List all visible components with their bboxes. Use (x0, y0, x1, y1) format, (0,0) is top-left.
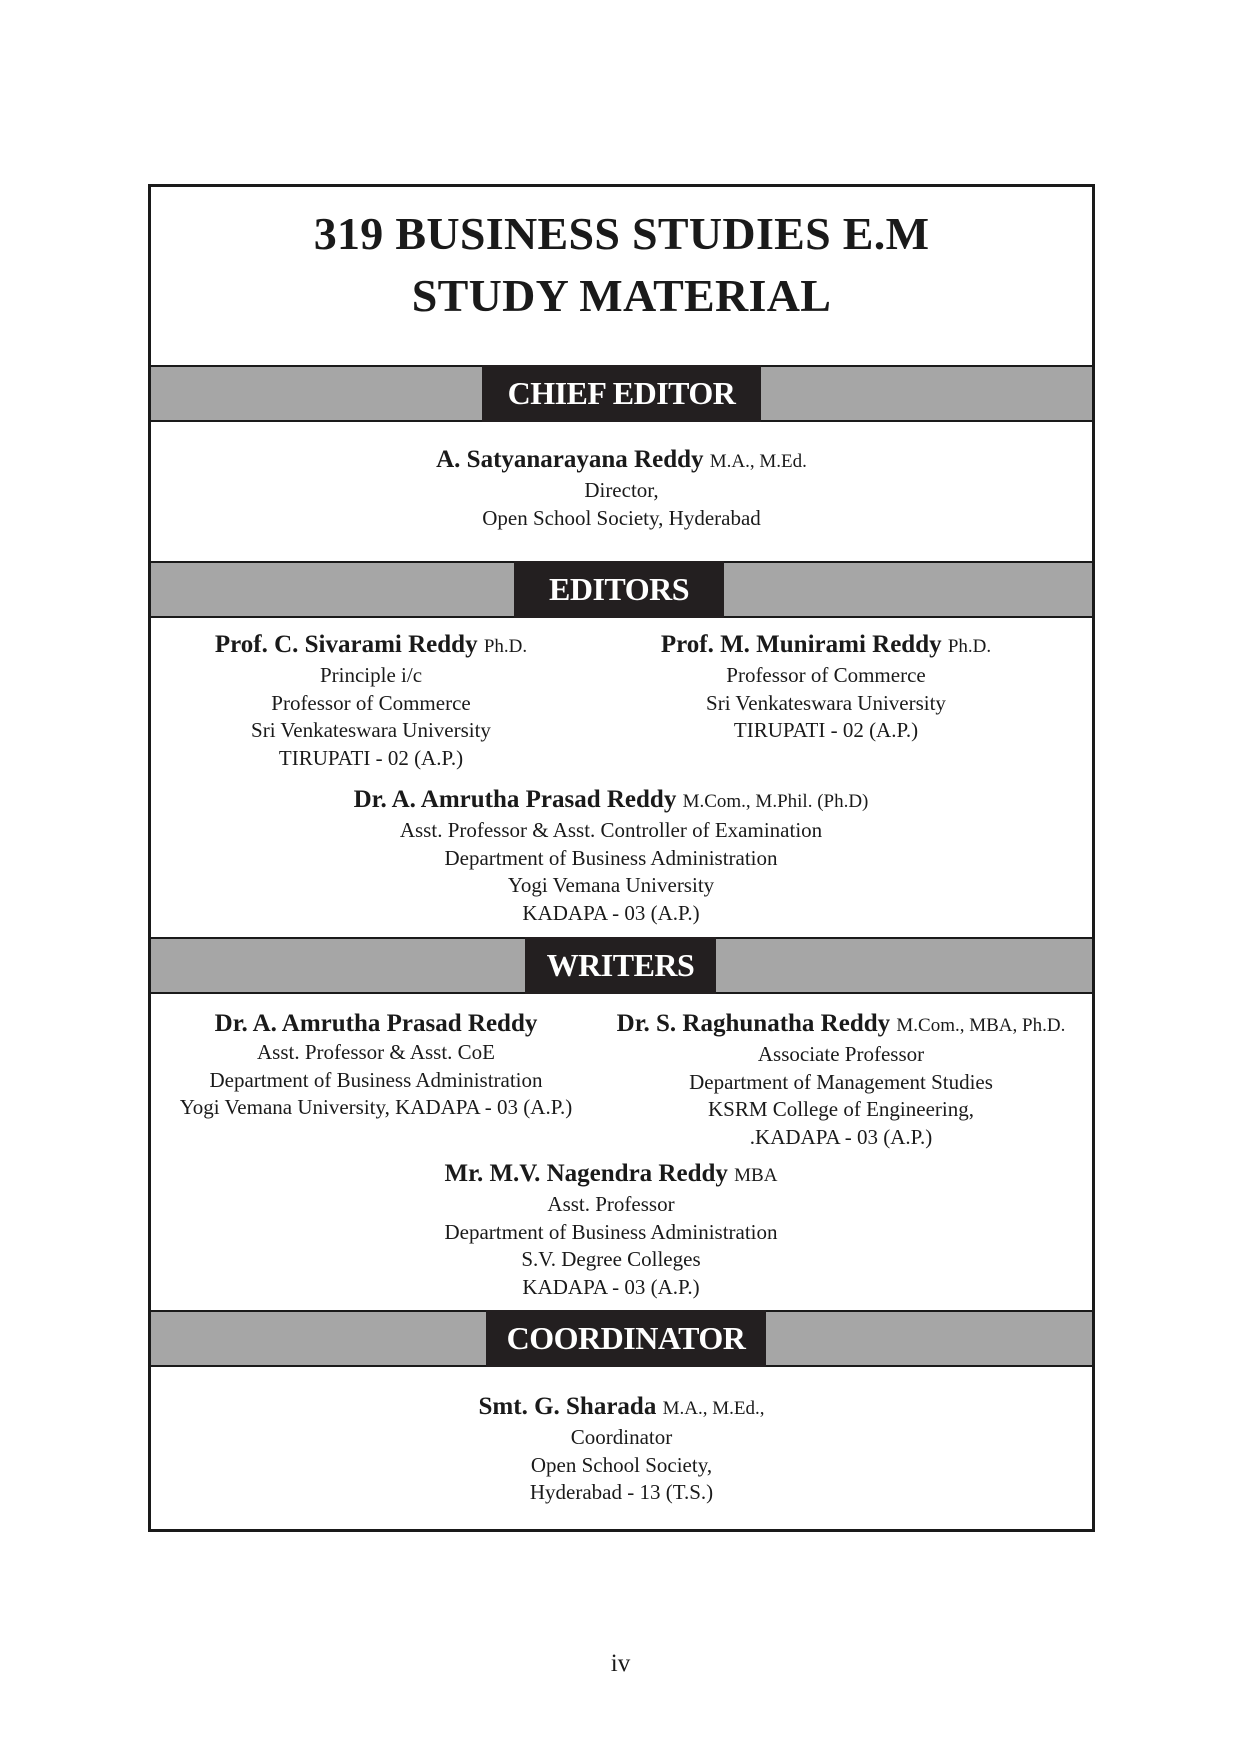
editors-heading: EDITORS (514, 561, 724, 618)
editor-qualification: Ph.D. (483, 636, 528, 657)
writer-qualification: M.Com., MBA, Ph.D. (896, 1015, 1066, 1036)
editor-line: TIRUPATI - 02 (A.P.) (278, 745, 464, 770)
editor-line: KADAPA - 03 (A.P.) (522, 900, 700, 925)
writer-line: Asst. Professor & Asst. CoE (256, 1040, 496, 1064)
writer-block-3 (311, 1159, 911, 1301)
chief-editor-block (151, 445, 1092, 532)
credits-frame (148, 184, 1095, 1532)
title-line-2: STUDY MATERIAL (411, 270, 832, 321)
coordinator-name: Smt. G. Sharada (478, 1393, 657, 1420)
writer-line: KADAPA - 03 (A.P.) (522, 1274, 700, 1299)
writer-line: Asst. Professor (547, 1192, 675, 1216)
editor-block-1 (191, 630, 551, 772)
editor-block-3 (301, 785, 921, 927)
writers-heading: WRITERS (525, 937, 716, 994)
editor-line: Sri Venkateswara University (251, 718, 491, 742)
writer-line: .KADAPA - 03 (A.P.) (749, 1124, 933, 1149)
chief-editor-line: Open School Society, Hyderabad (482, 505, 761, 530)
writer-name: Dr. A. Amrutha Prasad Reddy (214, 1010, 538, 1037)
writer-line: Department of Business Administration (209, 1067, 543, 1092)
editor-block-2 (641, 630, 1011, 745)
page-number: iv (610, 1650, 631, 1677)
chief-editor-line: Director, (584, 478, 659, 502)
writer-line: KSRM College of Engineering, (708, 1097, 974, 1121)
editor-line: TIRUPATI - 02 (A.P.) (733, 718, 919, 742)
writer-line: S.V. Degree Colleges (521, 1247, 701, 1271)
chief-editor-band (151, 365, 1092, 422)
coordinator-line: Open School Society, (530, 1452, 713, 1477)
coordinator-line: Coordinator (570, 1425, 673, 1449)
writer-line: Department of Business Administration (444, 1219, 778, 1244)
writer-line: Yogi Vemana University, KADAPA - 03 (A.P.) (179, 1095, 573, 1119)
editor-line: Yogi Vemana University (507, 873, 715, 897)
editor-name: Prof. C. Sivarami Reddy (214, 631, 478, 658)
editor-line: Asst. Professor & Asst. Controller of Examination (399, 818, 823, 842)
writer-name: Dr. S. Raghunatha Reddy (616, 1010, 891, 1037)
coordinator-band (151, 1310, 1092, 1367)
coordinator-line: Hyderabad - 13 (T.S.) (529, 1480, 714, 1504)
editor-line: Sri Venkateswara University (706, 690, 946, 715)
editor-name: Dr. A. Amrutha Prasad Reddy (353, 786, 677, 813)
editor-name: Prof. M. Munirami Reddy (660, 631, 942, 658)
writer-block-2 (611, 1009, 1071, 1151)
writer-block-1 (161, 1009, 591, 1122)
editor-qualification: M.Com., M.Phil. (Ph.D) (682, 791, 869, 812)
coordinator-qualification: M.A., M.Ed., (662, 1398, 765, 1419)
chief-editor-qualification: M.A., M.Ed. (709, 451, 807, 472)
writer-name: Mr. M.V. Nagendra Reddy (444, 1160, 728, 1187)
editor-line: Professor of Commerce (726, 663, 926, 687)
chief-editor-heading: CHIEF EDITOR (482, 365, 761, 422)
writer-line: Associate Professor (757, 1042, 925, 1066)
writer-qualification: MBA (734, 1165, 778, 1186)
editor-qualification: Ph.D. (947, 636, 992, 657)
writer-line: Department of Management Studies (689, 1069, 993, 1094)
editors-band (151, 561, 1092, 618)
editor-line: Department of Business Administration (444, 845, 778, 870)
editor-line: Professor of Commerce (271, 690, 471, 715)
coordinator-heading: COORDINATOR (486, 1310, 766, 1367)
writers-band (151, 937, 1092, 994)
coordinator-block (151, 1392, 1092, 1507)
editor-line: Principle i/c (319, 663, 423, 687)
chief-editor-name: A. Satyanarayana Reddy (436, 446, 704, 473)
title-line-1: 319 BUSINESS STUDIES E.M (313, 208, 930, 259)
